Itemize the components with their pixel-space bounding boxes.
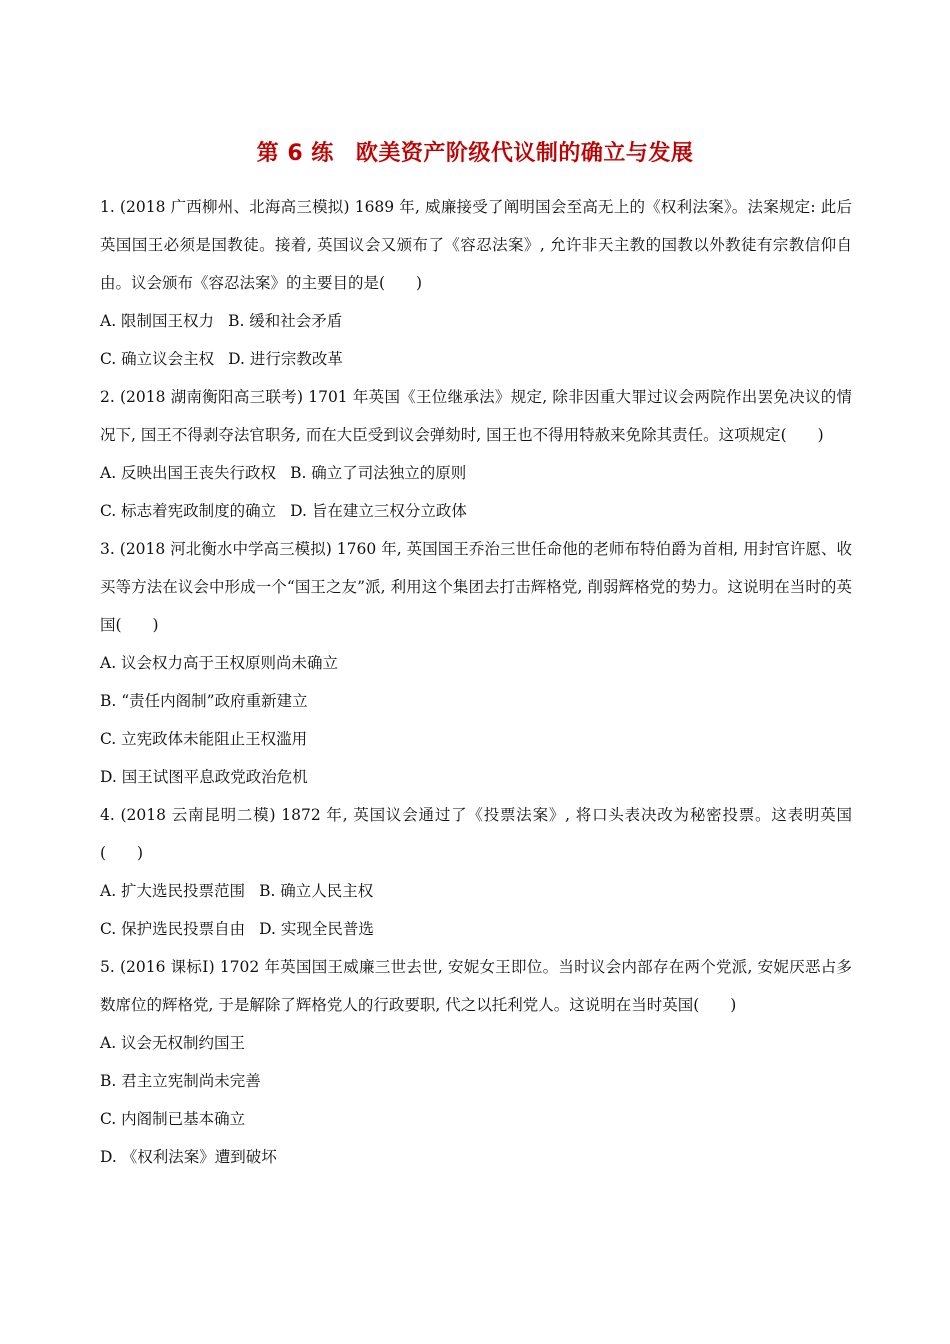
option-b: B. “责任内阁制”政府重新建立 bbox=[100, 692, 308, 710]
question-list bbox=[100, 188, 852, 1176]
option-b: B. 缓和社会矛盾 bbox=[228, 312, 343, 330]
option-d: D. 国王试图平息政党政治危机 bbox=[100, 768, 308, 786]
option-d: D. 实现全民普选 bbox=[259, 920, 374, 938]
question-stem: 1. (2018 广西柳州、北海高三模拟) 1689 年, 威廉接受了阐明国会至高无上的《权利法案》。法案规定: 此后英国国王必须是国教徒。接着, 英国议会又颁布了《容忍法案》, 允许非天主教的国教以外教徒有宗教信仰自由。议会颁布《容忍法案》的主要目的是( ) bbox=[100, 198, 852, 292]
page-title bbox=[0, 136, 950, 167]
option-row bbox=[100, 454, 852, 492]
option-a: A. 反映出国王丧失行政权 bbox=[100, 464, 277, 482]
option-c: C. 保护选民投票自由 bbox=[100, 920, 246, 938]
question-stem: 2. (2018 湖南衡阳高三联考) 1701 年英国《王位继承法》规定, 除非因重大罪过议会两院作出罢免决议的情况下, 国王不得剥夺法官职务, 而在大臣受到议会弹劾时, 国王也不得用特赦来免除其责任。这项规定( ) bbox=[100, 388, 852, 444]
question-stem: 4. (2018 云南昆明二模) 1872 年, 英国议会通过了《投票法案》, 将口头表决改为秘密投票。这表明英国( ) bbox=[100, 806, 852, 862]
option-row bbox=[100, 872, 852, 910]
option-c: C. 标志着宪政制度的确立 bbox=[100, 502, 277, 520]
question-3 bbox=[100, 530, 852, 796]
option-d: D. 进行宗教改革 bbox=[228, 350, 343, 368]
option-row bbox=[100, 492, 852, 530]
option-a: A. 议会无权制约国王 bbox=[100, 1034, 246, 1052]
option-b: B. 确立了司法独立的原则 bbox=[290, 464, 467, 482]
option-a: A. 扩大选民投票范围 bbox=[100, 882, 246, 900]
title-lesson-number: 第 6 练 bbox=[256, 141, 334, 166]
question-4 bbox=[100, 796, 852, 948]
option-a: A. 限制国王权力 bbox=[100, 312, 215, 330]
option-c: C. 确立议会主权 bbox=[100, 350, 215, 368]
option-row bbox=[100, 302, 852, 340]
option-a: A. 议会权力高于王权原则尚未确立 bbox=[100, 654, 339, 672]
question-stem: 5. (2016 课标Ⅰ) 1702 年英国国王威廉三世去世, 安妮女王即位。当时议会内部存在两个党派, 安妮厌恶占多数席位的辉格党, 于是解除了辉格党人的行政要职, 代之以托利党人。这说明在当时英国( ) bbox=[100, 958, 852, 1014]
question-stem: 3. (2018 河北衡水中学高三模拟) 1760 年, 英国国王乔治三世任命他的老师布特伯爵为首相, 用封官许愿、收买等方法在议会中形成一个“国王之友”派, 利用这个集团去打击辉格党, 削弱辉格党的势力。这说明在当时的英国( ) bbox=[100, 540, 852, 634]
option-b: B. 确立人民主权 bbox=[259, 882, 374, 900]
question-2 bbox=[100, 378, 852, 530]
question-1 bbox=[100, 188, 852, 378]
option-row bbox=[100, 340, 852, 378]
option-b: B. 君主立宪制尚未完善 bbox=[100, 1072, 261, 1090]
option-d: D. 旨在建立三权分立政体 bbox=[290, 502, 467, 520]
option-c: C. 立宪政体未能阻止王权滥用 bbox=[100, 730, 308, 748]
question-5 bbox=[100, 948, 852, 1176]
option-d: D. 《权利法案》遭到破坏 bbox=[100, 1148, 277, 1166]
option-c: C. 内阁制已基本确立 bbox=[100, 1110, 246, 1128]
title-topic: 欧美资产阶级代议制的确立与发展 bbox=[355, 141, 694, 166]
option-row bbox=[100, 910, 852, 948]
